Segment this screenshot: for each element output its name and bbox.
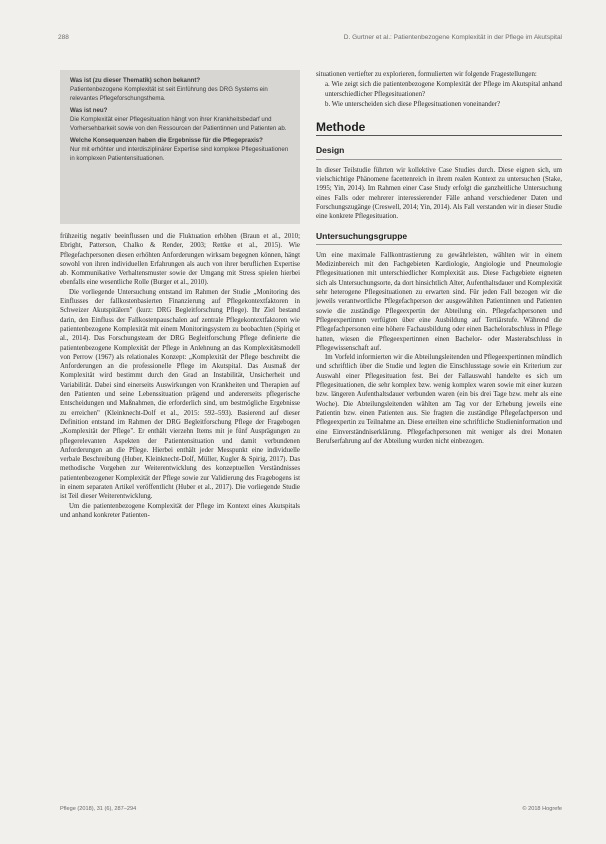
body-paragraph: In dieser Teilstudie führten wir kollektive Case Studies durch. Diese eignen sich, um vielschichtige Phänomene facettenreich in ihrem realen Kontext zu untersuchen (Stake, 1995; Yin, 2014). Im Rahmen einer Case Study erfolgt die ganzheitliche Untersuchung eines Falls oder mehrerer interessierender Fälle anhand verschiedener Daten und Forschungszugänge (Creswell, 2014; Yin, 2014). Als Fall verstanden wir in dieser Studie eine konkrete Pflegesituation. <box>316 166 562 221</box>
research-question-b: b. Wie unterscheiden sich diese Pflegesituationen voneinander? <box>325 100 501 108</box>
box-answer-3: Nur mit erhöhter und interdisziplinärer Expertise sind komplexe Pflegesituationen in komplexen Patientensituationen. <box>70 146 289 162</box>
box-question-2: Was ist neu? <box>70 107 108 114</box>
section-heading-methode: Methode <box>316 123 562 136</box>
body-paragraph: Um die patientenbezogene Komplexität der Pflege im Kontext eines Akutspitals und anhand konkreter Patienten- <box>60 502 300 519</box>
box-answer-1: Patientenbezogene Komplexität ist seit Einführung des DRG Systems ein relevantes Pflegeforschungsthema. <box>70 86 268 102</box>
summary-box <box>60 70 300 224</box>
research-question-a: a. Wie zeigt sich die patientenbezogene Komplexität der Pflege im Akutspital anhand unterschiedlicher Pflegesituationen? <box>325 81 562 98</box>
body-paragraph: Im Vorfeld informierten wir die Abteilungsleitenden und Pflegeexpertinnen mündlich und schriftlich über die Studie und legten die Einschlusstage sowie ein Kriterium zur Auswahl einer Pflegesituation fest. Bei der Fallauswahl handelte es sich um Pflegesituationen, die sehr komplex bzw. wenig komplex waren sowie mit einer kurzen bzw. längeren Aufenthaltsdauer verbunden waren (ein bis drei Tage bzw. mehr als eine Woche). Die Abteilungsleitenden wählten am Tag vor der Erhebung jeweils eine Patientin bzw. einen Patienten aus. Sie fragten die zuständige Pflegefachperson und Pflegeexpertin zu Teilnahme an. Diese erteilten eine schriftliche Studieninformation und eine Einverständniserklärung. Pflegefachpersonen mit weniger als drei Monaten Berufserfahrung auf der Abteilung wurden nicht einbezogen. <box>316 354 562 445</box>
left-column <box>60 232 300 520</box>
subsection-heading-untersuchungsgruppe: Untersuchungsgruppe <box>316 232 562 245</box>
box-question-3: Welche Konsequenzen haben die Ergebnisse für die Pflegepraxis? <box>70 137 263 144</box>
page-number: 288 <box>58 34 69 41</box>
body-paragraph: situationen vertiefter zu explorieren, formulierten wir folgende Fragestellungen: <box>316 71 537 78</box>
body-paragraph: Die vorliegende Untersuchung entstand im Rahmen der Studie „Monitoring des Einflusses der fallkostenbasierten Finanzierung auf Pflegekontextfaktoren in Schweizer Akutspitälern" (kurz: DRG Begleitforschung Pflege). Ihr Ziel bestand darin, den Einfluss der Fallkostenpauschalen auf zentrale Pflegekontextfaktoren wie patientenbezogene Komplexität mit einem Monitoringsystem zu beobachten (Spirig et al., 2014). Das Forschungsteam der DRG Begleitforschung Pflege definierte die patientenbezogene Komplexität der Pflege in Anlehnung an das Komplexitätsmodell von Perrow (1967) als relationales Konzept: „Komplexität der Pflege beschreibt die Anforderungen an die professionelle Pflege im Akutspital. Das Ausmaß der Komplexität wird bestimmt durch den Grad an Instabilität, Unsicherheit und Variabilität. Dabei sind einerseits Auswirkungen von Krankheiten und Therapien auf den Patienten und seine Lebenssituation prägend und andererseits pflegerische Entscheidungen und Maßnahmen, die erforderlich sind, um bestmögliche Ergebnisse zu erreichen" (Kleinknecht-Dolf et al., 2015: 592–593). Basierend auf dieser Definition entstand im Rahmen der DRG Begleitforschung Pflege der Fragebogen „Komplexität der Pflege". Er enthält vierzehn Items mit je fünf Ausprägungen zu pflegerelevanten Aspekten der Patientensituation und damit verbundenen Anforderungen an die Pflege. Hierbei enthält jeder Messpunkt eine individuelle verbale Beschreibung (Huber, Kleinknecht-Dolf, Müller, Kugler & Spirig, 2017). Das methodische Vorgehen zur Weiterentwicklung des konzeptuellen Verständnisses patientenbezogener Komplexität der Pflege sowie zur Validierung des Fragebogens ist in einem separaten Artikel veröffentlicht (Huber et al., 2017). Die vorliegende Studie ist Teil dieser Weiterentwicklung. <box>60 288 300 501</box>
box-question-1: Was ist (zu dieser Thematik) schon bekannt? <box>70 77 201 84</box>
copyright: © 2018 Hogrefe <box>522 806 562 812</box>
research-questions <box>316 80 562 109</box>
right-column <box>316 70 562 446</box>
journal-citation: Pflege (2018), 31 (6), 287–294 <box>60 806 137 812</box>
body-paragraph: frühzeitig negativ beeinflussen und die Fluktuation erhöhen (Braun et al., 2010; Ebright, Patterson, Chalko & Render, 2003; Rettke et al., 2015). Wie Pflegefachpersonen diesen erhöhten Anforderungen wirksam begegnen können, hängt sowohl von ihren individuellen Erfahrungen als auch von ihrer beruflichen Expertise ab. Kommunikative Verhaltensmuster sowie der Umgang mit Stress spielen hierbei ebenfalls eine wesentliche Rolle (Burger et al., 2010). <box>60 233 300 287</box>
box-answer-2: Die Komplexität einer Pflegesituation hängt von ihrer Krankheitsbedarf und Vorhersehbarkeit sowie von den Ressourcen der Patientinnen und Patienten ab. <box>70 116 287 132</box>
page-footer <box>60 806 562 816</box>
body-paragraph: Um eine maximale Fallkontrastierung zu gewährleisten, wählten wir in einem Medizinbereich mit den Fachgebieten Kardiologie, Angiologie und Pneumologie Pflegesituationen mit unterschiedlicher Komplexität aus. Diese Fachgebiete eigneten sich als Untersuchungsorte, da dort hinsichtlich Alter, Aufenthaltsdauer und Komplexität sehr heterogene Pflegesituationen zu erwarten sind. Für jeden Fall bezogen wir die jeweils verantwortliche Pflegefachperson der ausgewählten Patientinnen und Patienten sowie die zuständige Pflegeexpertin der Abteilung ein. Pflegefachpersonen und Pflegeexpertinnen verfügten über eine Ausbildung auf Tertiärstufe. Während die Pflegefachpersonen eine höhere Fachausbildung oder einen Bachelorabschluss in Pflege hatten, wiesen die Pflegeexpertinnen einen Bachelor- oder Masterabschluss in Pflegewissenschaft auf. <box>316 251 562 352</box>
running-head <box>58 34 562 46</box>
subsection-heading-design: Design <box>316 146 562 159</box>
running-title: D. Gurtner et al.: Patientenbezogene Komplexität in der Pflege im Akutspital <box>343 34 562 41</box>
